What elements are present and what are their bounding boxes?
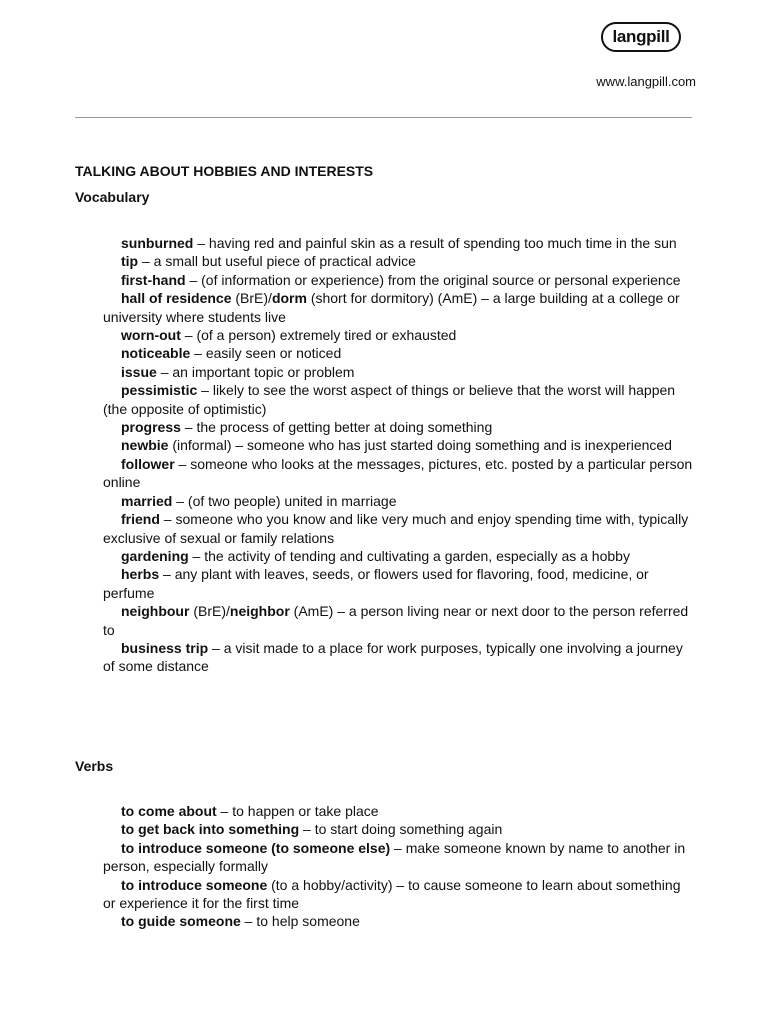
- entry-text: – someone who looks at the messages, pictures, etc. posted by a particular person online: [103, 455, 693, 491]
- entry-term: worn-out: [121, 327, 181, 344]
- entry-text: – a visit made to a place for work purposes, typically one involving a journey of some distance: [103, 639, 683, 675]
- entry-term: follower: [121, 455, 175, 472]
- entry-text: (to a hobby/activity) – to cause someone to learn about something or experience it for the first time: [103, 876, 681, 912]
- entry-text: – to help someone: [240, 913, 360, 930]
- entry-term: hall of residence: [121, 290, 232, 307]
- entry-text: (informal) – someone who has just started doing something and is inexperienced: [168, 437, 672, 454]
- entry: [103, 252, 693, 270]
- entry-text: – easily seen or noticed: [190, 345, 342, 362]
- entry-term: progress: [121, 419, 181, 436]
- entry-term: to come about: [121, 803, 217, 819]
- entry: [103, 565, 693, 602]
- section-heading-vocabulary: Vocabulary: [75, 189, 150, 205]
- entry-term: first-hand: [121, 271, 186, 288]
- entry-text: (short for dormitory) (AmE) – a large building at a college or university where students live: [103, 290, 680, 325]
- entry-term: noticeable: [121, 345, 191, 362]
- entry-term: herbs: [121, 566, 160, 583]
- entry: [103, 271, 693, 289]
- entry-text: – a small but useful piece of practical advice: [138, 253, 416, 270]
- header-divider: [75, 117, 692, 118]
- entry: [103, 289, 693, 326]
- entry: [103, 912, 693, 930]
- entry: [103, 363, 693, 381]
- entry-text: – an important topic or problem: [156, 363, 355, 380]
- entry: [103, 839, 693, 876]
- entry-text: – make someone known by name to another in person, especially formally: [103, 839, 686, 875]
- entry-term: dorm: [271, 290, 307, 307]
- entry: [103, 639, 693, 676]
- entry-term: married: [121, 492, 173, 509]
- entry-text: – (of information or experience) from the original source or personal experience: [185, 271, 681, 288]
- entry: [103, 326, 693, 344]
- entry-text: – (of a person) extremely tired or exhausted: [180, 327, 457, 344]
- section-heading-verbs: Verbs: [75, 758, 114, 774]
- entry-term: to introduce someone (to someone else): [121, 839, 391, 856]
- verbs-list: [103, 802, 693, 931]
- entry-text: – (of two people) united in marriage: [172, 492, 397, 509]
- entry-term: friend: [121, 511, 160, 528]
- entry: [103, 492, 693, 510]
- document-title: TALKING ABOUT HOBBIES AND INTERESTS: [75, 163, 374, 179]
- site-url: www.langpill.com: [596, 74, 696, 89]
- entry-text: (BrE)/: [189, 603, 230, 620]
- entry-term: to get back into something: [121, 821, 300, 838]
- entry: [103, 344, 693, 362]
- entry: [103, 802, 693, 820]
- entry: [103, 436, 693, 454]
- entry-term: business trip: [121, 639, 209, 656]
- entry-text: (AmE) – a person living near or next door to the person referred to: [103, 603, 689, 638]
- entry: [103, 510, 693, 547]
- entry-text: – having red and painful skin as a result of spending too much time in the sun: [193, 235, 677, 251]
- entry-term: to introduce someone: [121, 876, 268, 893]
- entry-term: tip: [121, 253, 139, 270]
- entry-text: – the process of getting better at doing something: [180, 419, 493, 436]
- entry-text: – the activity of tending and cultivating a garden, especially as a hobby: [188, 547, 630, 564]
- entry-text: – to start doing something again: [299, 821, 503, 838]
- entry: [103, 455, 693, 492]
- entry-text: (BrE)/: [231, 290, 272, 307]
- entry-term: to guide someone: [121, 913, 241, 930]
- entry: [103, 547, 693, 565]
- entry-term: newbie: [121, 437, 169, 454]
- entry-term: issue: [121, 363, 157, 380]
- entry: [103, 234, 693, 252]
- langpill-logo: langpill: [601, 22, 681, 52]
- vocabulary-list: [103, 234, 693, 676]
- entry-term: neighbor: [229, 603, 290, 620]
- entry-text: – any plant with leaves, seeds, or flowers used for flavoring, food, medicine, or perfume: [103, 566, 649, 601]
- entry: [103, 418, 693, 436]
- entry: [103, 602, 693, 639]
- entry: [103, 820, 693, 838]
- entry-term: sunburned: [121, 235, 194, 251]
- entry-term: neighbour: [121, 603, 190, 620]
- entry-text: – someone who you know and like very much and enjoy spending time with, typically exclusive of sexual or family relations: [103, 511, 689, 546]
- entry-text: – to happen or take place: [216, 803, 379, 819]
- entry: [103, 381, 693, 418]
- entry-text: – likely to see the worst aspect of things or believe that the worst will happen (the opposite of optimistic): [103, 382, 676, 417]
- entry-term: gardening: [121, 547, 189, 564]
- entry-term: pessimistic: [121, 382, 198, 399]
- entry: [103, 876, 693, 913]
